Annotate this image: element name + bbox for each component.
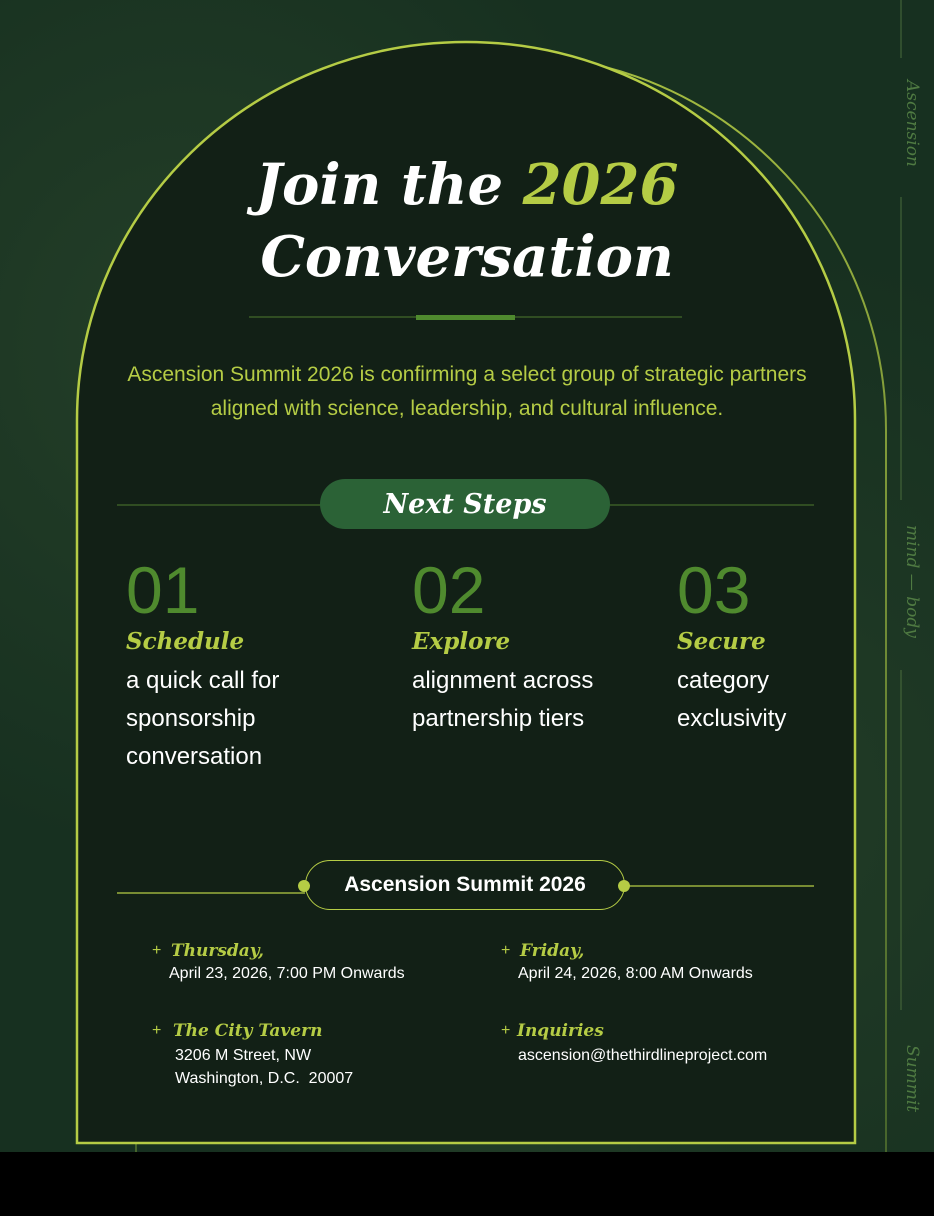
event-detail-heading: Thursday, [171, 941, 264, 961]
intro-text: Ascension Summit 2026 is confirming a select group of strategic partners aligned with science, leadership, and cultural influence. [127, 363, 807, 420]
event-detail-inquiries [501, 1020, 821, 1067]
plus-icon: + [501, 1022, 511, 1039]
event-detail-line: Washington, D.C. 20007 [175, 1070, 354, 1087]
title-accent-year: 2026 [522, 152, 679, 218]
step-name: Explore [412, 628, 511, 655]
side-label-mind-body: mind — body [902, 525, 922, 638]
side-label-summit: Summit [902, 1045, 922, 1113]
event-detail-heading: The City Tavern [173, 1021, 323, 1041]
event-name-pill: Ascension Summit 2026 [305, 860, 625, 910]
event-detail-friday [501, 940, 821, 985]
event-detail-line: April 23, 2026, 7:00 PM Onwards [169, 965, 405, 982]
event-detail-thursday [152, 940, 472, 985]
step-name: Secure [677, 628, 766, 655]
step-number: 01 [126, 553, 200, 627]
step-secure [677, 552, 827, 738]
event-detail-heading: Inquiries [517, 1021, 604, 1041]
step-number: 02 [412, 553, 486, 627]
page-title-line-1 [120, 150, 814, 220]
step-name: Schedule [126, 628, 245, 655]
plus-icon: + [501, 942, 511, 959]
event-detail-line: April 24, 2026, 8:00 AM Onwards [518, 965, 753, 982]
step-explore [412, 552, 642, 738]
next-steps-pill: Next Steps [320, 479, 610, 529]
step-number: 03 [677, 553, 751, 627]
step-description: category exclusivity [677, 667, 787, 732]
step-schedule [126, 552, 356, 776]
title-divider-accent [416, 315, 515, 320]
title-prefix: Join the [255, 152, 523, 218]
event-detail-line: 3206 M Street, NW [175, 1047, 312, 1064]
inquiries-email[interactable]: ascension@thethirdlineproject.com [518, 1047, 768, 1064]
side-label-ascension: Ascension [902, 80, 922, 167]
event-detail-heading: Friday, [520, 941, 585, 961]
plus-icon: + [152, 1022, 162, 1039]
event-detail-venue [152, 1020, 472, 1090]
plus-icon: + [152, 942, 162, 959]
page-title-line-2: Conversation [260, 224, 674, 290]
step-description: alignment across partnership tiers [412, 667, 594, 732]
step-description: a quick call for sponsorship conversation [126, 667, 280, 770]
